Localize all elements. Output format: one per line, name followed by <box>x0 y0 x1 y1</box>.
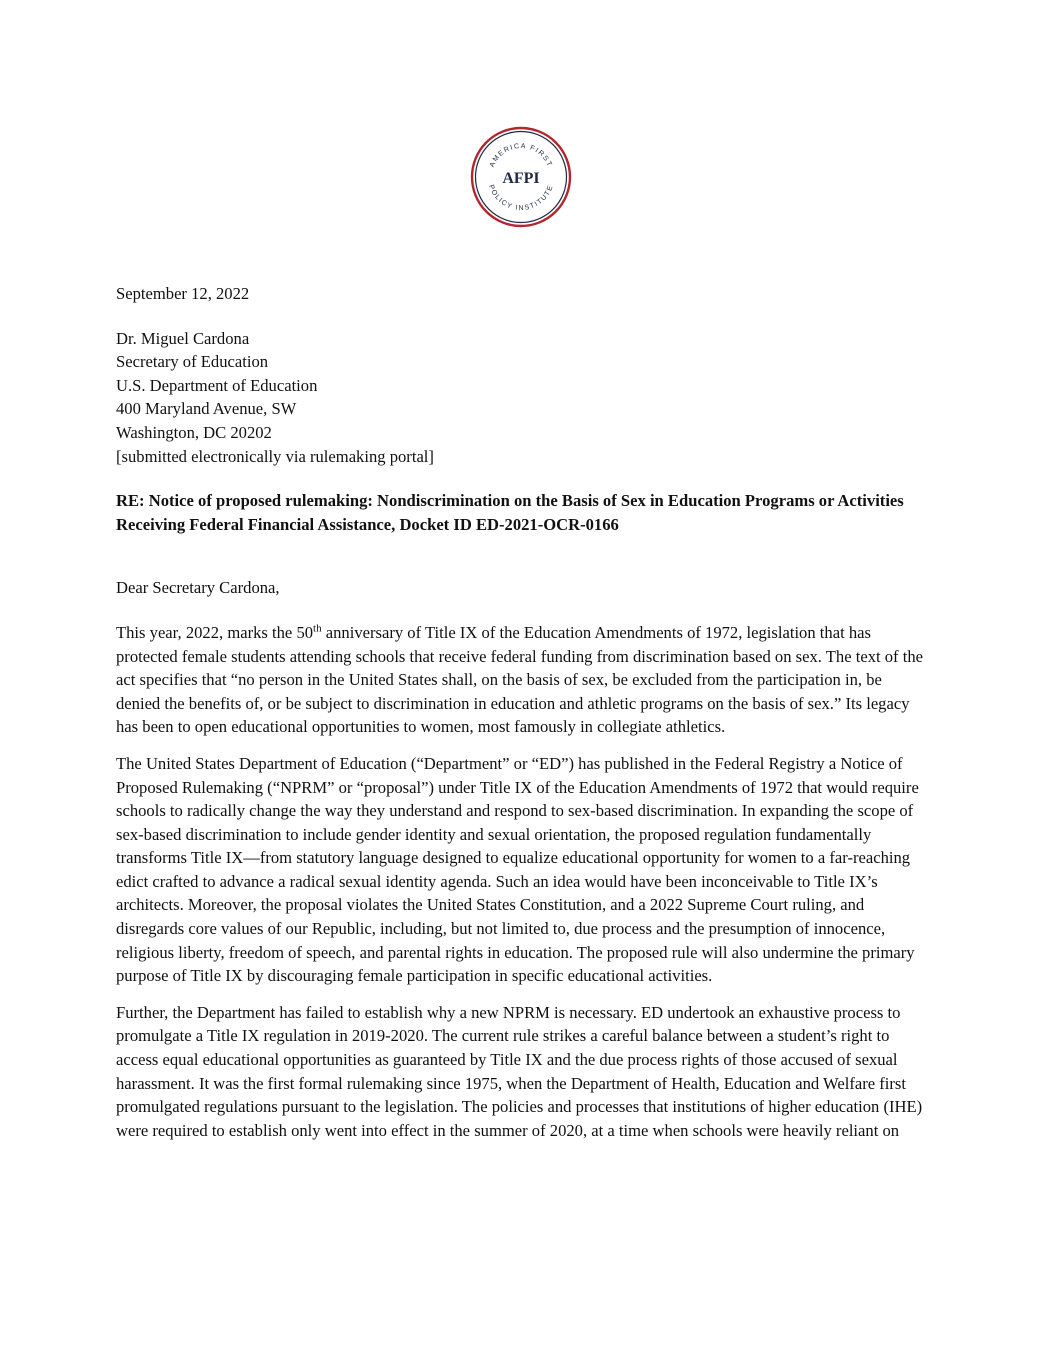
letter-body <box>116 282 928 1142</box>
recipient-line: Washington, DC 20202 <box>116 422 272 442</box>
salutation: Dear Secretary Cardona, <box>116 578 280 598</box>
recipient-line: 400 Maryland Avenue, SW <box>116 399 297 419</box>
ordinal-superscript: th <box>313 622 322 635</box>
recipient-address <box>116 327 928 469</box>
afpi-seal-logo <box>470 126 572 228</box>
paragraph-text: anniversary of Title IX of the Education Amendments of 1972, legislation that has protected female students attending schools that receive federal funding from discrimination based on sex. The text of the act specifies that “no person in the United States shall, on the basis of sex, be excluded from the participation in, be denied the benefits of, or be subject to discrimination in education and athletic programs on the basis of sex.” Its legacy has been to open educational opportunities to women, most famously in collegiate athletics. <box>116 622 924 737</box>
seal-center-text: AFPI <box>502 170 540 187</box>
recipient-line: Dr. Miguel Cardona <box>116 328 250 348</box>
seal-ring-text-top: AMERICA FIRST <box>488 142 554 169</box>
body-paragraph-3: Further, the Department has failed to establish why a new NPRM is necessary. ED undertook an exhaustive process to promulgate a Title IX regulation in 2019-2020. The current rule strikes a careful balance between a student’s right to access equal educational opportunities as guaranteed by Title IX and the due process rights of those accused of sexual harassment. It was the first formal rulemaking since 1975, when the Department of Health, Education and Welfare first promulgated regulations pursuant to the legislation. The policies and processes that institutions of higher education (IHE) were required to establish only went into effect in the summer of 2020, at a time when schools were heavily reliant on <box>116 1002 923 1140</box>
recipient-line: [submitted electronically via rulemaking portal] <box>116 446 434 466</box>
letter-date: September 12, 2022 <box>116 284 250 303</box>
recipient-line: U.S. Department of Education <box>116 375 318 395</box>
seal-ring-text-bottom: POLICY INSTITUTE <box>487 183 555 213</box>
body-paragraph-2: The United States Department of Education (“Department” or “ED”) has published in the Federal Registry a Notice of Proposed Rulemaking (“NPRM” or “proposal”) under Title IX of the Education Amendments of 1972 that would require schools to radically change the way they understand and respond to sex-based discrimination. In expanding the scope of sex-based discrimination to include gender identity and sexual orientation, the proposed regulation fundamentally transforms Title IX—from statutory language designed to equalize educational opportunity for women to a far-reaching edict crafted to advance a radical sexual identity agenda. Such an idea would have been inconceivable to Title IX’s architects. Moreover, the proposal violates the United States Constitution, and a 2022 Supreme Court ruling, and disregards core values of our Republic, including, but not limited to, due process and the presumption of innocence, religious liberty, freedom of speech, and parental rights in education. The proposed rule will also undermine the primary purpose of Title IX by discouraging female participation in specific educational activities. <box>116 753 919 986</box>
subject-line: RE: Notice of proposed rulemaking: Nondiscrimination on the Basis of Sex in Education Programs or Activities Receiving Federal Financial Assistance, Docket ID ED-2021-OCR-0166 <box>116 491 904 534</box>
recipient-line: Secretary of Education <box>116 352 269 372</box>
paragraph-text: This year, 2022, marks the 50 <box>116 622 314 642</box>
body-paragraph-1 <box>116 621 928 739</box>
